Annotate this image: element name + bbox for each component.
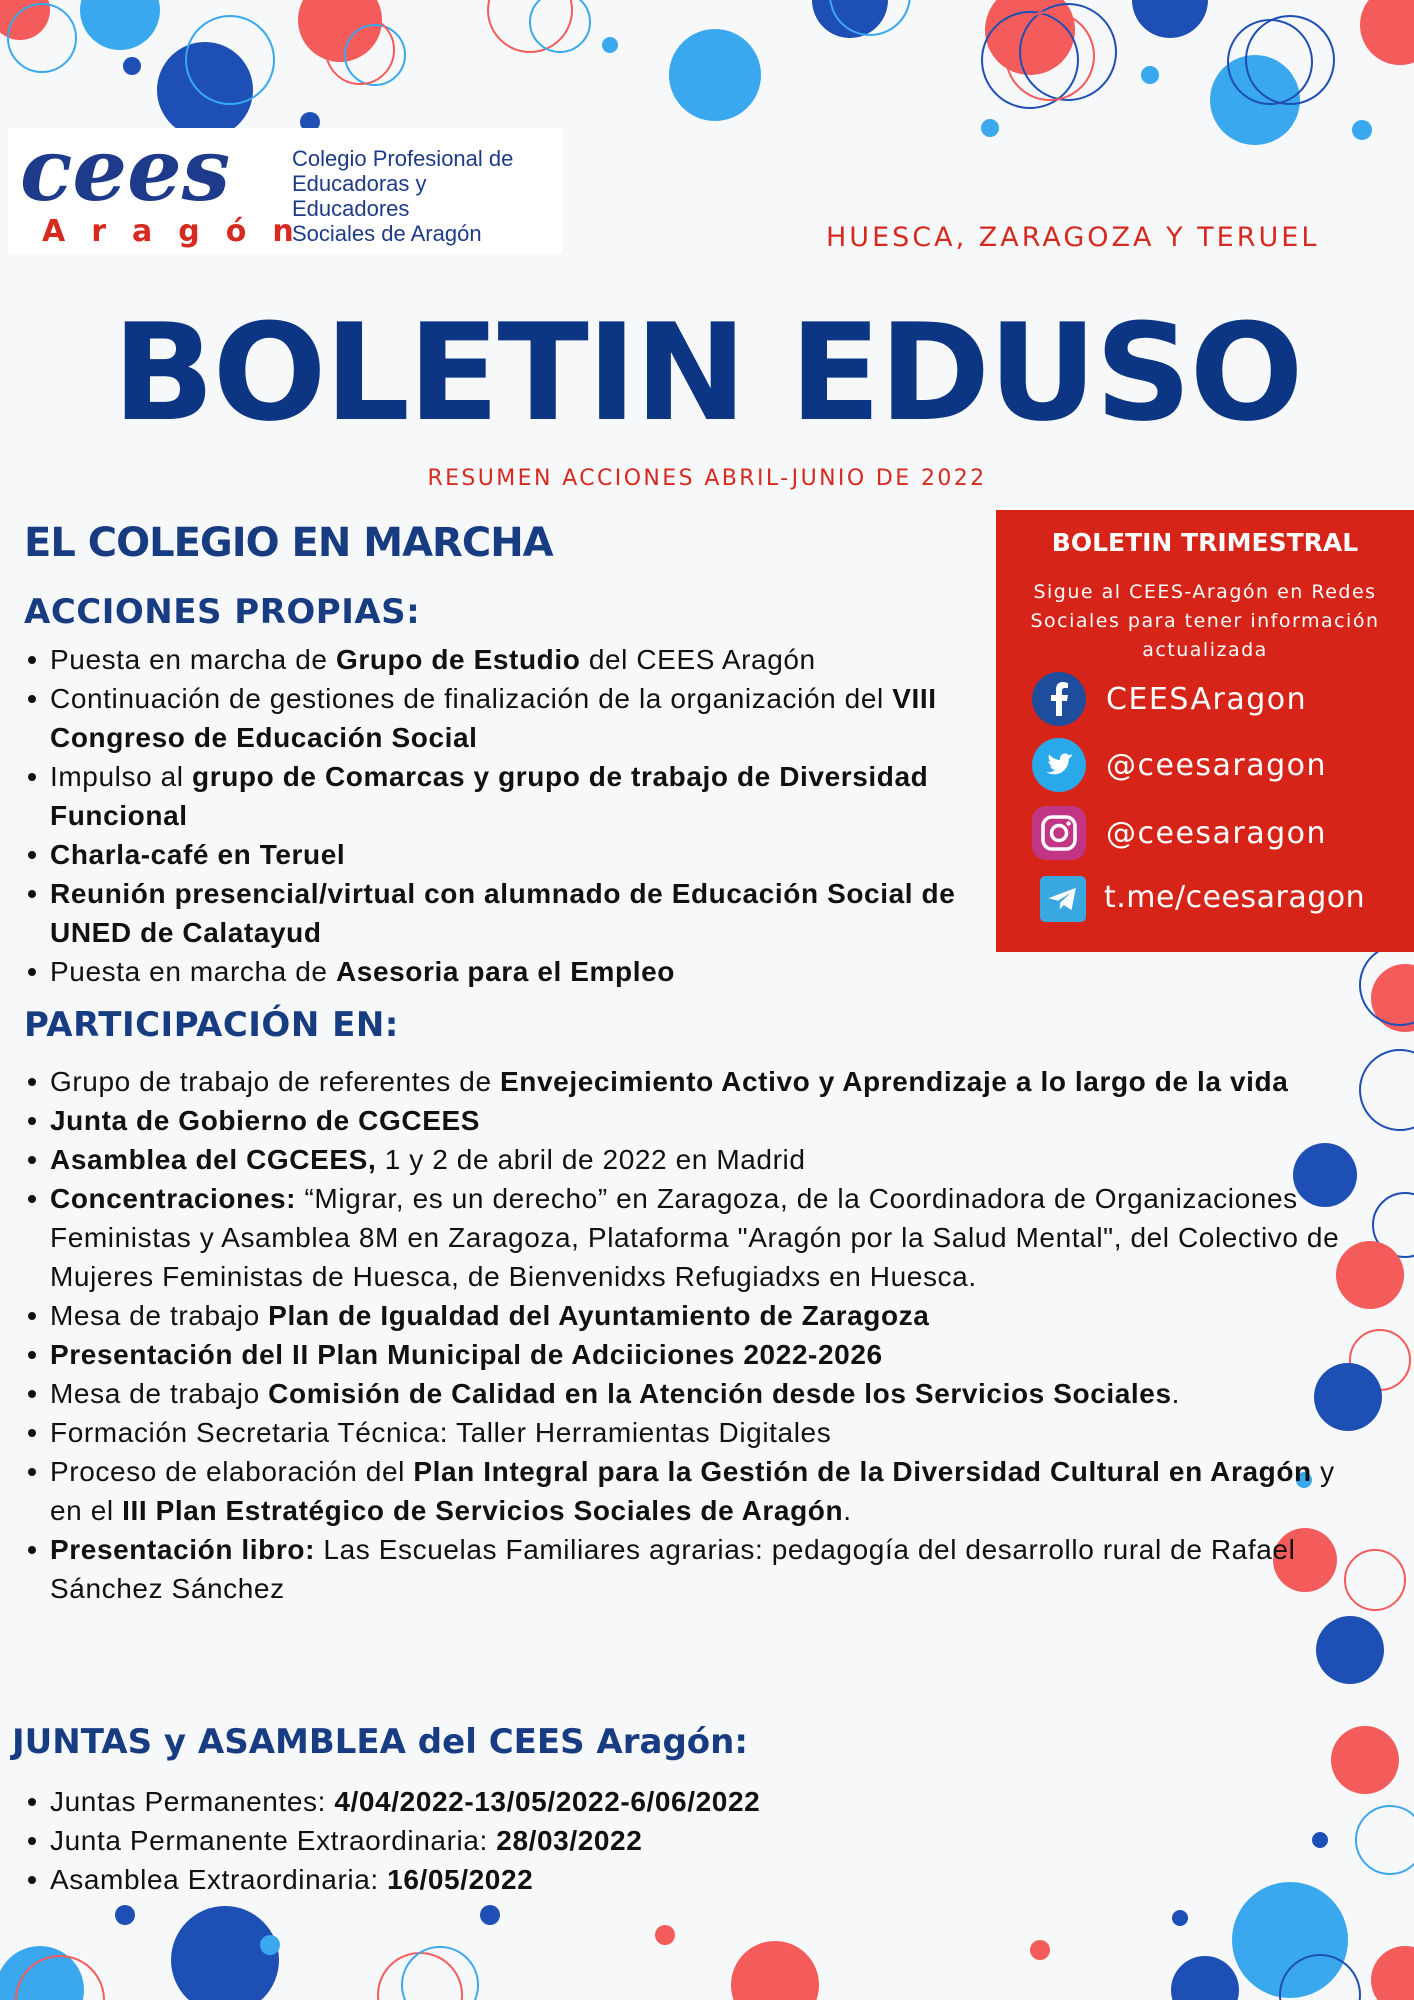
logo-brand: cees [20,120,231,221]
cees-logo [8,120,563,254]
list-item-bold-text: grupo de Comarcas y grupo de trabajo de Diversidad Funcional [50,761,929,831]
list-item-text: Mesa de trabajo [50,1378,269,1409]
list-item [24,952,974,991]
section-heading-participacion: PARTICIPACIÓN EN: [24,1005,399,1045]
twitter-handle: @ceesaragon [1106,748,1328,783]
list-item-text: Impulso al [50,761,192,792]
list-item [24,835,974,874]
section-heading-acciones: ACCIONES PROPIAS: [24,592,421,632]
instagram-link[interactable] [1032,806,1402,862]
section-heading-juntas: JUNTAS y ASAMBLEA del CEES Aragón: [12,1722,748,1762]
list-item-text: Grupo de trabajo de referentes de [50,1066,501,1097]
region-label: HUESCA, ZARAGOZA Y TERUEL [826,222,1320,253]
list-item-text: Formación Secretaria Técnica: Taller Herramientas Digitales [50,1417,832,1448]
list-item-text: “Migrar, es un derecho” en Zaragoza, de la Coordinadora de Organizaciones Feministas y Asamblea 8M en Zaragoza, Plataforma "Aragón por la Salud Mental", del Colectivo de Mujeres Feministas de Huesca, de Bienvenidxs Refugiadxs en Huesca. [50,1183,1340,1292]
list-item [24,1101,1344,1140]
list-item-text: Mesa de trabajo [50,1300,269,1331]
list-item-bold-text: VIII Congreso de Educación Social [50,683,937,753]
list-item-bold-text: 16/05/2022 [387,1864,534,1895]
list-item [24,1860,924,1899]
list-item-text: 1 y 2 de abril de 2022 en Madrid [376,1144,806,1175]
list-item-bold-text: Junta de Gobierno de CGCEES [50,1105,481,1136]
cees-logo-mark [20,120,320,249]
list-item-bold-text: Plan de Igualdad del Ayuntamiento de Zaragoza [268,1300,930,1331]
list-item [24,679,974,757]
logo-region: Aragón [42,214,320,249]
list-item [24,1374,1344,1413]
logo-org-line: Educadoras y [292,171,427,196]
list-item [24,1296,1344,1335]
list-item [24,1782,924,1821]
facebook-icon [1032,672,1086,726]
twitter-icon [1032,738,1086,792]
list-item-bold-text: Presentación del II Plan Municipal de Adciiciones 2022-2026 [50,1339,883,1370]
list-item-bold-text: Presentación libro: [50,1534,316,1565]
list-item-text: y en el [50,1456,1335,1526]
social-box-title: BOLETIN TRIMESTRAL [1051,528,1359,557]
facebook-link[interactable] [1032,672,1402,728]
section-heading-colegio: EL COLEGIO EN MARCHA [24,520,553,566]
list-item-bold-text: Plan Integral para la Gestión de la Diversidad Cultural en Aragón [413,1456,1312,1487]
list-item [24,1530,1344,1608]
instagram-handle: @ceesaragon [1106,816,1328,851]
social-media-box [996,510,1414,952]
logo-org-line: Educadores [292,196,410,221]
list-item-bold-text: III Plan Estratégico de Servicios Sociales de Aragón [122,1495,844,1526]
list-item-text: . [1171,1378,1181,1409]
list-item-text: Asamblea Extraordinaria: [50,1864,388,1895]
list-item-text: Continuación de gestiones de finalización de la organización del [50,683,893,714]
list-item [24,757,974,835]
list-item-text: del CEES Aragón [580,644,816,675]
logo-org-name [292,146,513,246]
social-box-text: Sigue al CEES-Aragón en Redes Sociales para tener información actualizada [1030,581,1380,661]
list-item-text: Las Escuelas Familiares agrarias: pedagogía del desarrollo rural de Rafael Sánchez Sánchez [50,1534,1296,1604]
list-item-text: Puesta en marcha de [50,956,336,987]
telegram-link[interactable] [1032,876,1402,932]
instagram-icon [1032,806,1086,860]
logo-org-line: Sociales de Aragón [292,221,482,246]
list-item [24,874,974,952]
list-item-bold-text: Envejecimiento Activo y Aprendizaje a lo largo de la vida [500,1066,1289,1097]
list-item-bold-text: Reunión presencial/virtual con alumnado de Educación Social de UNED de Calatayud [50,878,956,948]
list-item [24,1452,1344,1530]
acciones-list [24,640,974,991]
list-item-bold-text: Charla-café en Teruel [50,839,346,870]
telegram-link-text: t.me/ceesaragon [1104,880,1366,915]
list-item-text: Juntas Permanentes: [50,1786,335,1817]
list-item-text: . [843,1495,852,1526]
list-item [24,1413,1344,1452]
list-item-bold-text: Comisión de Calidad en la Atención desde los Servicios Sociales [268,1378,1172,1409]
logo-org-line: Colegio Profesional de [292,146,514,171]
list-item [24,640,974,679]
bulletin-title: BOLETIN EDUSO [112,295,1302,451]
telegram-icon [1040,876,1086,922]
facebook-handle: CEESAragon [1106,682,1308,717]
list-item-bold-text: 4/04/2022-13/05/2022-6/06/2022 [334,1786,761,1817]
list-item-text: Puesta en marcha de [50,644,336,675]
list-item-bold-text: 28/03/2022 [496,1825,643,1856]
list-item [24,1335,1344,1374]
list-item [24,1140,1344,1179]
juntas-list [24,1782,924,1899]
list-item-text: Proceso de elaboración del [50,1456,414,1487]
list-item [24,1179,1344,1296]
list-item-bold-text: Asamblea del CGCEES, [50,1144,377,1175]
twitter-link[interactable] [1032,738,1402,794]
participacion-list [24,1062,1344,1608]
list-item-bold-text: Grupo de Estudio [335,644,581,675]
bulletin-subtitle: RESUMEN ACCIONES ABRIL-JUNIO DE 2022 [427,466,987,491]
list-item-bold-text: Concentraciones: [50,1183,297,1214]
list-item [24,1062,1344,1101]
list-item-text: Junta Permanente Extraordinaria: [50,1825,497,1856]
list-item [24,1821,924,1860]
list-item-bold-text: Asesoria para el Empleo [335,956,676,987]
